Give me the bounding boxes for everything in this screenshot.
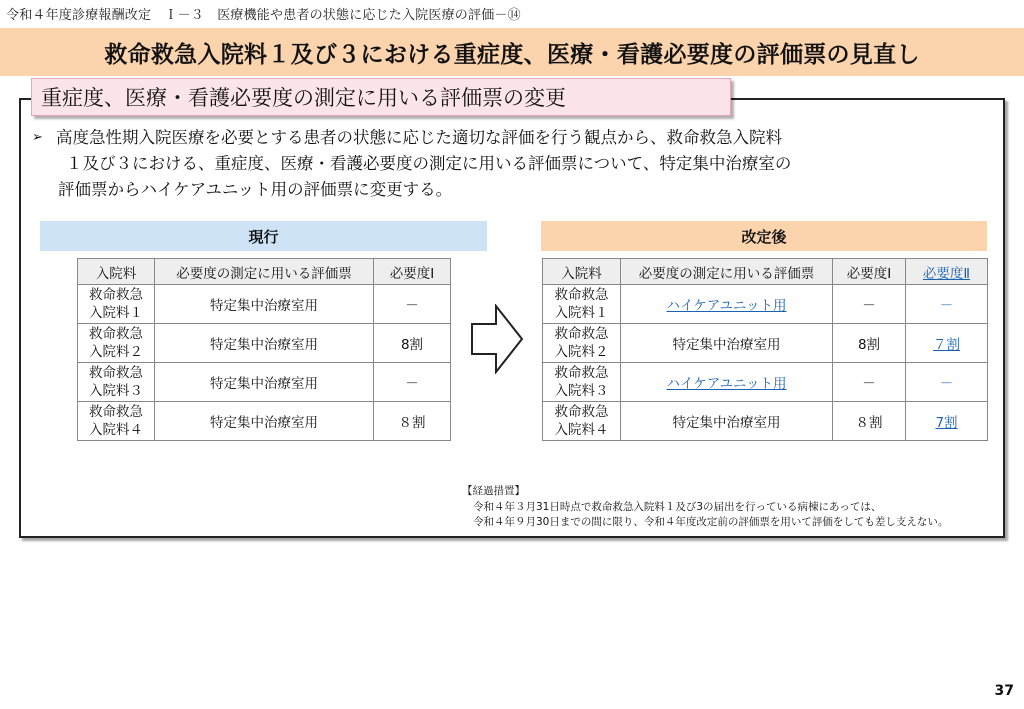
table-cell: 特定集中治療室用 [155, 324, 374, 363]
revised-table [542, 258, 988, 441]
subtitle: 重症度、医療・看護必要度の測定に用いる評価票の変更 [41, 86, 566, 110]
table-cell: 特定集中治療室用 [155, 285, 374, 324]
table-row [78, 324, 451, 363]
column-header: 必要度Ⅰ [833, 259, 906, 285]
table-cell-highlight: － [906, 363, 988, 402]
table-cell: 8割 [833, 324, 906, 363]
table-cell: 救命救急 入院料１ [543, 285, 621, 324]
bullet-line: 高度急性期入院医療を必要とする患者の状態に応じた適切な評価を行う観点から、救命救急入院料 [56, 128, 782, 147]
table-row [78, 402, 451, 441]
table-row [543, 402, 988, 441]
column-header-highlight: 必要度Ⅱ [906, 259, 988, 285]
revised-heading: 改定後 [541, 221, 987, 251]
table-cell-highlight: ハイケアユニット用 [621, 363, 833, 402]
right-arrow-icon [470, 304, 524, 374]
subtitle-banner [31, 78, 731, 116]
table-cell: 救命救急 入院料１ [78, 285, 155, 324]
table-cell: － [374, 285, 451, 324]
table-cell: － [833, 285, 906, 324]
bullet-line: １及び３における、重症度、医療・看護必要度の測定に用いる評価票について、特定集中治療室の [66, 154, 792, 173]
table-cell: 救命救急 入院料２ [543, 324, 621, 363]
table-cell: 特定集中治療室用 [155, 402, 374, 441]
table-row [543, 363, 988, 402]
table-cell: 特定集中治療室用 [621, 324, 833, 363]
table-cell: 救命救急 入院料４ [543, 402, 621, 441]
table-cell: － [833, 363, 906, 402]
current-table [77, 258, 451, 441]
table-cell: 救命救急 入院料４ [78, 402, 155, 441]
table-cell: ８割 [833, 402, 906, 441]
table-cell-highlight: ハイケアユニット用 [621, 285, 833, 324]
table-row [78, 363, 451, 402]
table-cell: 特定集中治療室用 [155, 363, 374, 402]
bullet-paragraph [32, 125, 992, 203]
column-header: 必要度の測定に用いる評価票 [155, 259, 374, 285]
note-title: 【経過措置】 [462, 485, 525, 497]
table-cell-highlight: ７割 [906, 324, 988, 363]
table-row [78, 285, 451, 324]
table-cell: 救命救急 入院料２ [78, 324, 155, 363]
table-cell-highlight: － [906, 285, 988, 324]
title-banner [0, 28, 1024, 76]
table-cell: － [374, 363, 451, 402]
note-line: 令和４年９月30日までの間に限り、令和４年度改定前の評価票を用いて評価をしても差し支えない。 [473, 516, 949, 528]
top-breadcrumb: 令和４年度診療報酬改定 Ｉ－３ 医療機能や患者の状態に応じた入院医療の評価－⑭ [6, 8, 521, 23]
column-header: 必要度の測定に用いる評価票 [621, 259, 833, 285]
table-cell: 特定集中治療室用 [621, 402, 833, 441]
page-number: 37 [994, 683, 1014, 699]
current-heading: 現行 [40, 221, 487, 251]
table-row [543, 324, 988, 363]
transitional-note [462, 484, 948, 531]
bullet-line: 評価票からハイケアユニット用の評価票に変更する。 [58, 180, 453, 199]
column-header: 必要度Ⅰ [374, 259, 451, 285]
table-row [543, 285, 988, 324]
note-line: 令和４年３月31日時点で救命救急入院料１及び3の届出を行っている病棟にあっては、 [473, 500, 882, 513]
table-cell: 救命救急 入院料３ [543, 363, 621, 402]
table-cell: 8割 [374, 324, 451, 363]
table-header-row [543, 259, 988, 285]
table-cell-highlight: 7割 [906, 402, 988, 441]
bullet-arrow-icon: ➢ [32, 130, 43, 145]
column-header: 入院料 [543, 259, 621, 285]
table-cell: 救命救急 入院料３ [78, 363, 155, 402]
page-title: 救命救急入院料１及び３における重症度、医療・看護必要度の評価票の見直し [104, 41, 920, 68]
column-header: 入院料 [78, 259, 155, 285]
table-header-row [78, 259, 451, 285]
table-cell: ８割 [374, 402, 451, 441]
